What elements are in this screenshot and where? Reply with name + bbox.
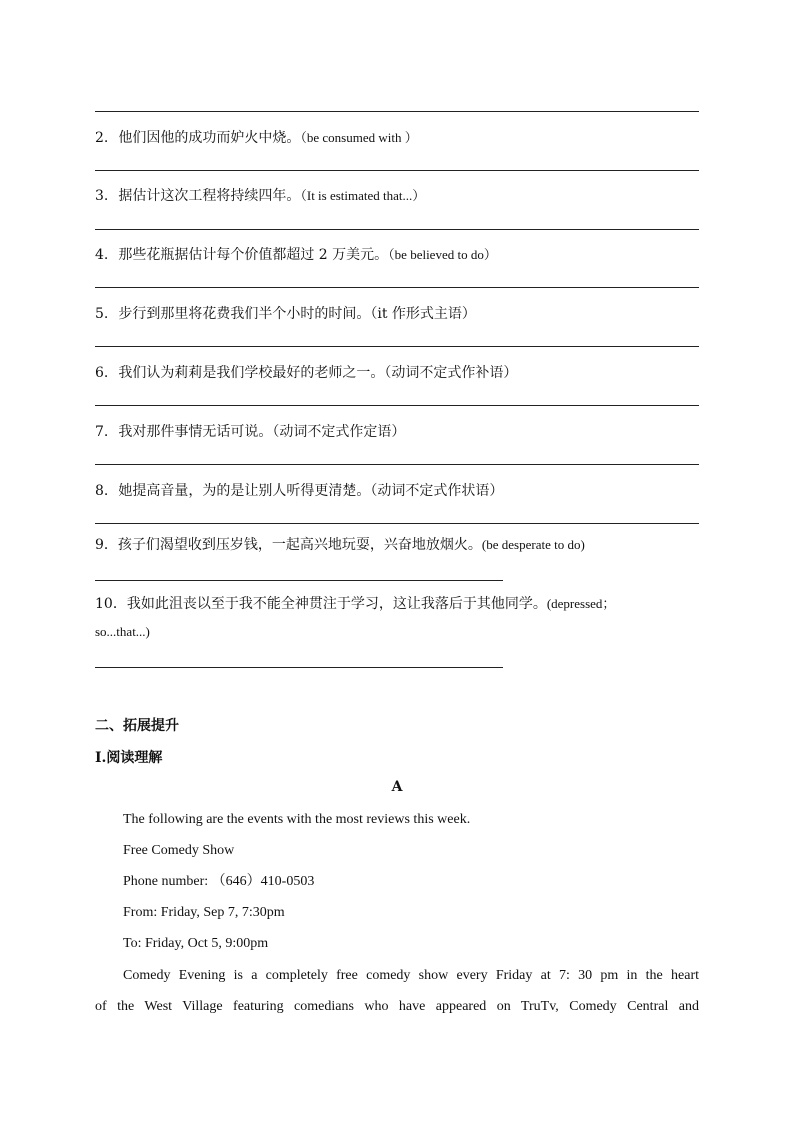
exercise-text: 那些花瓶据估计每个价值都超过 2 万美元。 (118, 247, 389, 263)
exercise-hint: （It is estimated that...） (300, 188, 426, 203)
exercise-item: 10．我如此沮丧以至于我不能全神贯注于学习，这让我落后于其他同学。(depressed； (95, 596, 616, 612)
exercise-hint: （it 作形式主语） (370, 306, 476, 322)
exercise-hint: （动词不定式作定语） (272, 424, 406, 440)
section-title: 二、拓展提升 (95, 718, 179, 734)
exercise-item: 7. 我对那件事情无话可说。（动词不定式作定语） (95, 424, 406, 440)
exercise-item: 6. 我们认为莉莉是我们学校最好的老师之一。（动词不定式作补语） (95, 365, 518, 381)
exercise-text: 孩子们渴望收到压岁钱，一起高兴地玩耍，兴奋地放烟火。 (117, 537, 482, 553)
exercise-text: 她提高音量，为的是让别人听得更清楚。 (118, 483, 371, 499)
exercise-hint: (depressed； (546, 596, 616, 611)
exercise-item: 9．孩子们渴望收到压岁钱，一起高兴地玩耍，兴奋地放烟火。(be desperate to do) (95, 537, 585, 553)
exercise-item: 4. 那些花瓶据估计每个价值都超过 2 万美元。（be believed to do） (95, 247, 497, 263)
exercise-text: 我对那件事情无话可说。 (118, 424, 273, 440)
event-to: To: Friday, Oct 5, 9:00pm (123, 936, 269, 951)
exercise-text: 他们因他的成功而妒火中烧。 (118, 130, 301, 146)
passage-paragraph-line: of the West Village featuring comedians who have appeared on TruTv, Comedy Central and (95, 999, 699, 1014)
answer-line (95, 111, 699, 112)
passage-intro: The following are the events with the most reviews this week. (123, 812, 471, 827)
exercise-item: 5. 步行到那里将花费我们半个小时的时间。（it 作形式主语） (95, 306, 476, 322)
passage-paragraph-line: Comedy Evening is a completely free comedy show every Friday at 7: 30 pm in the heart (123, 968, 699, 983)
answer-line (95, 170, 699, 171)
answer-line (95, 405, 699, 406)
answer-line (95, 287, 699, 288)
answer-line (95, 346, 699, 347)
answer-line (95, 667, 503, 668)
event-phone: Phone number: （646）410-0503 (123, 874, 315, 889)
answer-line (95, 523, 699, 524)
exercise-hint: （动词不定式作状语） (370, 483, 504, 499)
exercise-item: 8. 她提高音量，为的是让别人听得更清楚。（动词不定式作状语） (95, 483, 504, 499)
event-from: From: Friday, Sep 7, 7:30pm (123, 905, 285, 920)
exercise-text: 据估计这次工程将持续四年。 (118, 188, 301, 204)
exercise-text: 步行到那里将花费我们半个小时的时间。 (118, 306, 371, 322)
exercise-item: 2. 他们因他的成功而妒火中烧。（be consumed with ） (95, 130, 418, 146)
exercise-hint: (be desperate to do) (481, 537, 585, 552)
exercise-item: 3. 据估计这次工程将持续四年。（It is estimated that...） (95, 188, 426, 204)
event-name: Free Comedy Show (123, 843, 235, 858)
exercise-hint-continued: so...that...) (95, 624, 150, 639)
passage-label: A (391, 779, 403, 795)
answer-line (95, 229, 699, 230)
exercise-text: 我如此沮丧以至于我不能全神贯注于学习，这让我落后于其他同学。 (126, 596, 547, 612)
answer-line (95, 464, 699, 465)
answer-line (95, 580, 503, 581)
exercise-hint: （be believed to do） (388, 247, 497, 262)
subsection-title: I.阅读理解 (95, 750, 163, 766)
exercise-text: 我们认为莉莉是我们学校最好的老师之一。 (118, 365, 385, 381)
exercise-hint: （be consumed with ） (300, 130, 418, 145)
exercise-hint: （动词不定式作补语） (384, 365, 518, 381)
